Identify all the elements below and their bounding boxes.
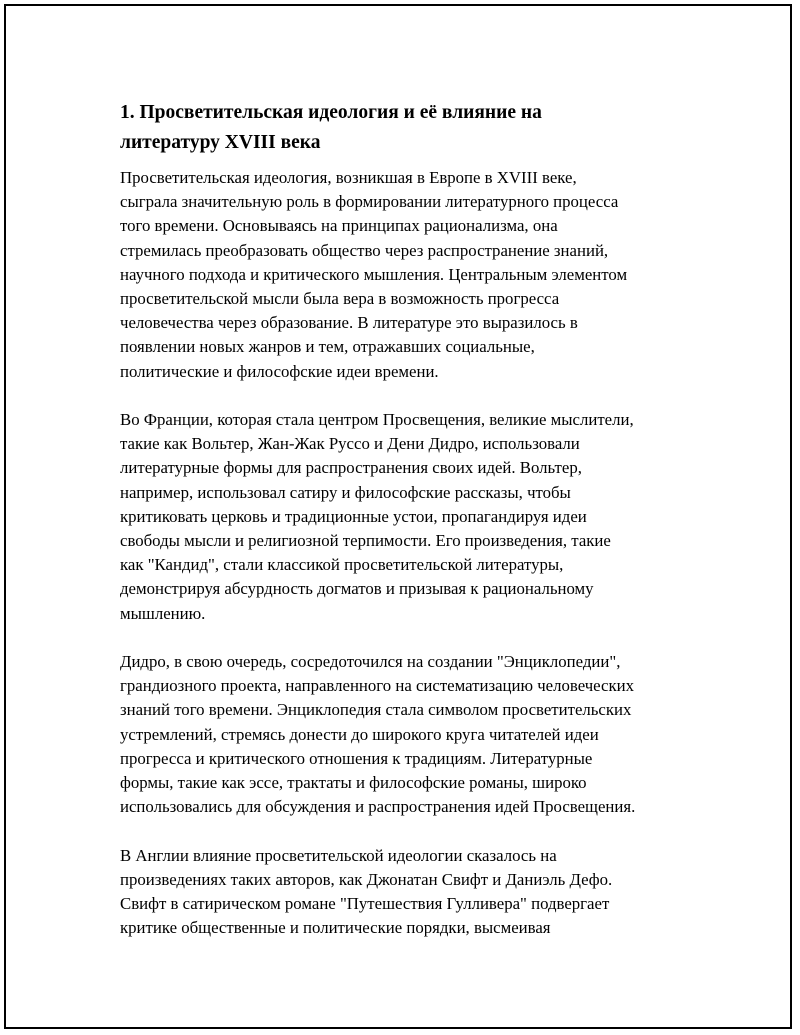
paragraph-2: Во Франции, которая стала центром Просвещения, великие мыслители, такие как Вольтер, Жан-Жак Руссо и Дени Дидро, использовали литературные формы для распространения своих идей. Вольтер, например, использовал сатиру и философские рассказы, чтобы критиковать церковь и традиционные устои, пропагандируя идеи свободы мысли и религиозной терпимости. Его произведения, такие как "Кандид", стали классикой просветительской литературы, демонстрируя абсурдность догматов и призывая к рациональному мышлению. (120, 410, 634, 623)
document-page (4, 4, 792, 1029)
paragraph-4: В Англии влияние просветительской идеологии сказалось на произведениях таких авторов, как Джонатан Свифт и Даниэль Дефо. Свифт в сатирическом романе "Путешествия Гулливера" подвергает критике общественные и политические порядки, высмеивая (120, 845, 613, 938)
paragraph-3: Дидро, в свою очередь, сосредоточился на создании "Энциклопедии", грандиозного проекта, направленного на систематизацию человеческих знаний того времени. Энциклопедия стала символом просветительских устремлений, стремясь донести до широкого круга читателей идеи прогресса и критического отношения к традициям. Литературные формы, такие как эссе, трактаты и философские романы, широко использовались для обсуждения и распространения идей Просвещения. (120, 652, 636, 817)
section-title: 1. Просветительская идеология и её влияние на литературу XVIII века (120, 102, 542, 153)
paragraph-1: Просветительская идеология, возникшая в Европе в XVIII веке, сыграла значительную роль в формировании литературного процесса того времени. Основываясь на принципах рационализма, она стремилась преобразовать общество через распространение знаний, научного подхода и критического мышления. Центральным элементом просветительской мысли была вера в возможность прогресса человечества через образование. В литературе это выразилось в появлении новых жанров и тем, отражавших социальные, политические и философские идеи времени. (120, 168, 628, 381)
document-content (120, 98, 700, 965)
